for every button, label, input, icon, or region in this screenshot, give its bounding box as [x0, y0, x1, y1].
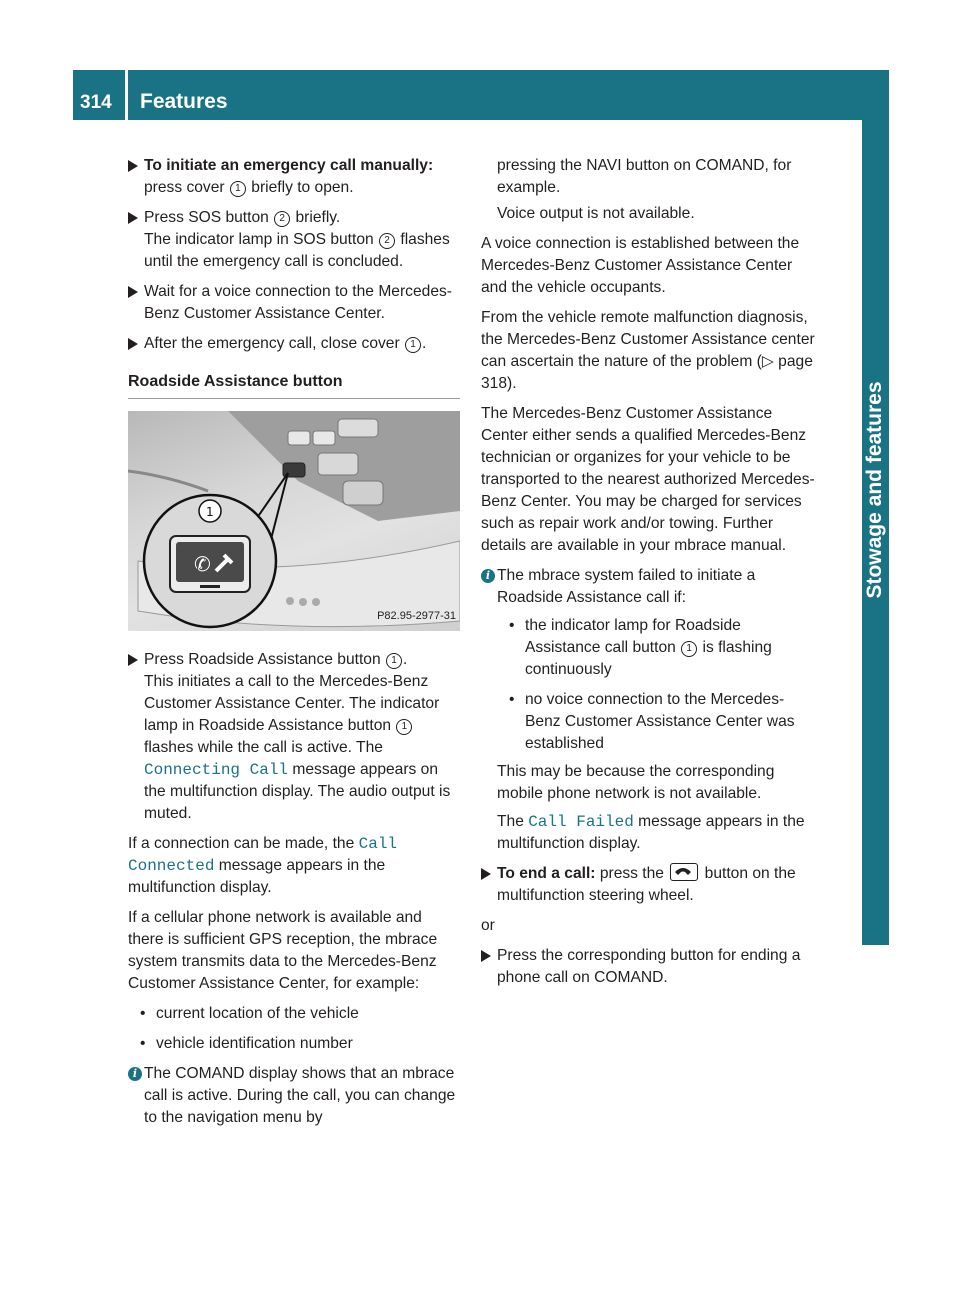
side-tab [862, 120, 889, 945]
right-column [481, 155, 816, 997]
callout-2: 2 [274, 211, 290, 227]
paragraph: The Mercedes-Benz Customer Assistance Center either sends a qualified Mercedes-Benz technician or organizes for your vehicle to be transported to the nearest authorized Mercedes-Benz Center. You may be charged for services such as repair work and/or towing. Further details are available in your mbrace manual. [481, 405, 815, 554]
side-tab-label: Stowage and features [863, 381, 886, 599]
paragraph: A voice connection is established between the Mercedes-Benz Customer Assistance Center and the vehicle occupants. [481, 235, 800, 296]
callout-1: 1 [405, 337, 421, 353]
info-continuation: Voice output is not available. [497, 205, 695, 222]
arrow-right-icon [128, 212, 138, 224]
display-message: Call Failed [528, 813, 634, 831]
figure-code: P82.95-2977-31 [377, 610, 456, 622]
info-text: The Call Failed message appears in the multifunction display. [497, 813, 805, 852]
info-note: i The mbrace system failed to initiate a Roadside Assistance call if: • the indicator lamp for Roadside Assistance call button 1 is flashing continuously • no voice connection to the Mercedes-Benz Customer Assistance Center was established This may be because the corresponding mobile phone network is not available. The Call Failed message appears in the multifunction display. [481, 565, 816, 855]
display-message: Connecting Call [144, 761, 289, 779]
step-close-cover: After the emergency call, close cover 1 . [128, 333, 460, 355]
overhead-console-illustration [128, 411, 460, 631]
left-column [128, 155, 460, 1137]
info-icon: i [481, 569, 495, 583]
roadside-button-figure [128, 411, 460, 631]
list-item: • the indicator lamp for Roadside Assistance call button 1 is flashing continuously [497, 615, 816, 681]
list-item: • vehicle identification number [128, 1033, 460, 1055]
paragraph: If a cellular phone network is available and there is sufficient GPS reception, the mbrace system transmits data to the Mercedes-Benz Customer Assistance Center, for example: [128, 909, 438, 992]
paragraph: From the vehicle remote malfunction diagnosis, the Mercedes-Benz Customer Assistance center can ascertain the nature of the problem (▷ page 318). [481, 309, 815, 392]
info-icon: i [128, 1067, 142, 1081]
arrow-right-icon [128, 338, 138, 350]
info-note: i The COMAND display shows that an mbrace call is active. During the call, you can change to the navigation menu by [128, 1063, 460, 1129]
page-title: Features [140, 90, 228, 113]
or-text: or [481, 917, 495, 934]
step-end-call: To end a call: press the button on the multifunction steering wheel. [481, 863, 816, 907]
step-press-sos: Press SOS button 2 briefly. The indicator lamp in SOS button 2 flashes until the emergency call is concluded. [128, 207, 460, 273]
phone-hangup-icon [670, 863, 698, 881]
arrow-right-icon [128, 286, 138, 298]
step-wait-voice: Wait for a voice connection to the Mercedes-Benz Customer Assistance Center. [128, 281, 460, 325]
step-press-roadside: Press Roadside Assistance button 1 . This initiates a call to the Mercedes-Benz Customer Assistance Center. The indicator lamp in Roadside Assistance button 1 flashes while the call is active. The Connecting Call message appears on the multifunction display. The audio output is muted. [128, 649, 460, 825]
svg-text:1: 1 [206, 505, 214, 519]
header-divider [125, 70, 128, 120]
step-sub-text: This initiates a call to the Mercedes-Benz Customer Assistance Center. The indicator lamp in Roadside Assistance button 1 flashes while the call is active. The Connecting Call message appears on the multifunction display. The audio output is muted. [144, 673, 451, 822]
section-heading: Roadside Assistance button [128, 371, 460, 399]
step-press-comand: Press the corresponding button for ending a phone call on COMAND. [481, 945, 816, 989]
arrow-right-icon [481, 950, 491, 962]
list-item: • no voice connection to the Mercedes-Benz Customer Assistance Center was established [497, 689, 816, 755]
arrow-right-icon [128, 654, 138, 666]
info-text: This may be because the corresponding mobile phone network is not available. [497, 763, 775, 802]
display-message: Call Connected [128, 835, 398, 875]
arrow-right-icon [128, 160, 138, 172]
arrow-right-icon [481, 868, 491, 880]
step-sub-text: The indicator lamp in SOS button 2 flashes until the emergency call is concluded. [144, 231, 450, 270]
callout-1: 1 [396, 719, 412, 735]
info-continuation: pressing the NAVI button on COMAND, for example. [497, 157, 792, 196]
svg-text:✆: ✆ [194, 552, 211, 576]
callout-2: 2 [379, 233, 395, 249]
step-initiate-emergency: To initiate an emergency call manually: press cover 1 briefly to open. [128, 155, 460, 199]
paragraph: If a connection can be made, the Call Connected message appears in the multifunction display. [128, 835, 398, 896]
callout-1: 1 [230, 181, 246, 197]
page-number: 314 [80, 92, 112, 113]
list-item: • current location of the vehicle [128, 1003, 460, 1025]
callout-1: 1 [386, 653, 402, 669]
bullet-list [128, 1003, 460, 1055]
callout-1: 1 [681, 641, 697, 657]
